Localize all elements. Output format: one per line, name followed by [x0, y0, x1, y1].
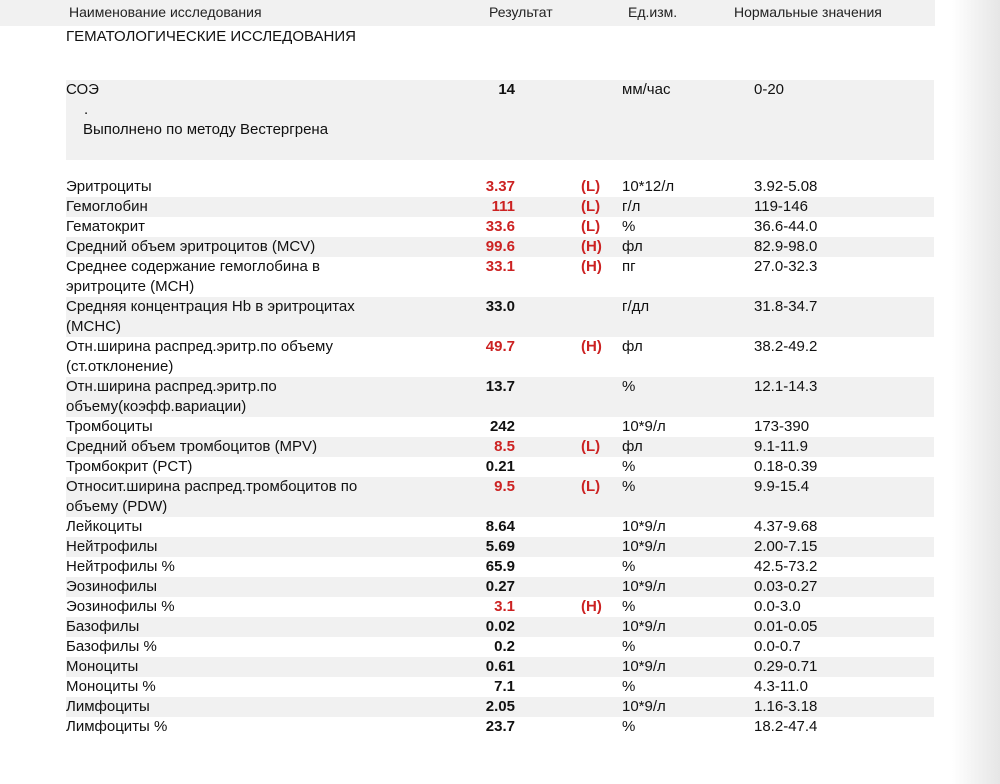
test-name: Нейтрофилы %: [66, 558, 175, 575]
test-unit: 10*9/л: [622, 538, 666, 555]
test-value: 111: [491, 198, 515, 215]
test-norm: 1.16-3.18: [754, 698, 818, 715]
test-norm: 42.5-73.2: [754, 558, 818, 575]
test-value: 0.2: [494, 638, 515, 655]
test-name: Средний объем эритроцитов (MCV): [66, 238, 316, 255]
test-norm: 38.2-49.2: [754, 338, 818, 355]
test-unit: %: [622, 458, 636, 475]
test-norm: 4.37-9.68: [754, 518, 818, 535]
abnormal-flag: (L): [581, 438, 601, 455]
test-unit: %: [622, 678, 636, 695]
test-name: Нейтрофилы: [66, 538, 158, 555]
test-unit: 10*9/л: [622, 618, 666, 635]
test-value: 9.5: [494, 478, 515, 495]
test-value: 13.7: [485, 378, 515, 395]
abnormal-flag: (L): [581, 178, 601, 195]
test-name: Эозинофилы: [66, 578, 158, 595]
test-name: Эритроциты: [66, 178, 152, 195]
test-name: Лимфоциты %: [66, 718, 168, 735]
test-name: Моноциты: [66, 658, 139, 675]
test-unit: 10*12/л: [622, 178, 675, 195]
test-value: 23.7: [485, 718, 515, 735]
abnormal-flag: (H): [581, 338, 602, 355]
test-norm: 82.9-98.0: [754, 238, 818, 255]
test-norm: 119-146: [754, 198, 808, 215]
test-unit: 10*9/л: [622, 518, 666, 535]
test-norm: 9.1-11.9: [754, 438, 808, 455]
abnormal-flag: (H): [581, 258, 602, 275]
test-name: Относит.ширина распред.тромбоцитов по: [66, 478, 358, 495]
test-name-cont: объему (PDW): [66, 498, 168, 515]
test-value: 33.6: [485, 218, 515, 235]
test-value: 0.21: [485, 458, 515, 475]
test-norm: 36.6-44.0: [754, 218, 818, 235]
test-value: 0.02: [485, 618, 515, 635]
test-name: Гематокрит: [66, 218, 145, 235]
test-name: Базофилы %: [66, 638, 157, 655]
test-norm: 0.0-3.0: [754, 598, 801, 615]
test-unit: %: [622, 478, 636, 495]
test-value: 99.6: [485, 238, 515, 255]
test-value: 7.1: [494, 678, 515, 695]
test-norm: 0.29-0.71: [754, 658, 818, 675]
test-value: 242: [489, 418, 515, 435]
test-unit: фл: [622, 238, 643, 255]
test-unit: фл: [622, 438, 643, 455]
test-unit: %: [622, 718, 636, 735]
abnormal-flag: (L): [581, 198, 601, 215]
test-unit: %: [622, 558, 636, 575]
test-name-cont: эритроците (MCH): [66, 278, 195, 295]
test-norm: 0.0-0.7: [754, 638, 801, 655]
test-name-cont: (ст.отклонение): [66, 358, 174, 375]
test-name: Отн.ширина распред.эритр.по: [66, 378, 277, 395]
test-name: Гемоглобин: [66, 198, 148, 215]
test-value: 49.7: [485, 338, 515, 355]
test-unit: г/дл: [622, 298, 650, 315]
soe-value: 14: [498, 81, 515, 98]
test-name: Отн.ширина распред.эритр.по объему: [66, 338, 334, 355]
test-norm: 0.01-0.05: [754, 618, 818, 635]
test-value: 65.9: [485, 558, 515, 575]
header-norm: Нормальные значения: [734, 4, 882, 20]
test-unit: фл: [622, 338, 643, 355]
test-value: 33.0: [485, 298, 515, 315]
test-value: 2.05: [485, 698, 515, 715]
abnormal-flag: (H): [581, 238, 602, 255]
test-unit: %: [622, 378, 636, 395]
test-norm: 27.0-32.3: [754, 258, 818, 275]
table-header: [0, 0, 935, 26]
test-norm: 12.1-14.3: [754, 378, 818, 395]
soe-dot: .: [84, 101, 89, 118]
abnormal-flag: (H): [581, 598, 602, 615]
test-unit: %: [622, 638, 636, 655]
test-name: Средняя концентрация Hb в эритроцитах: [66, 298, 355, 315]
abnormal-flag: (L): [581, 478, 601, 495]
test-norm: 9.9-15.4: [754, 478, 810, 495]
test-name: Базофилы: [66, 618, 140, 635]
test-norm: 173-390: [754, 418, 810, 435]
test-norm: 18.2-47.4: [754, 718, 818, 735]
test-name: Лимфоциты: [66, 698, 150, 715]
header-name: Наименование исследования: [69, 4, 262, 20]
test-value: 0.61: [485, 658, 515, 675]
soe-unit: мм/час: [622, 81, 671, 98]
test-unit: %: [622, 598, 636, 615]
test-unit: 10*9/л: [622, 578, 666, 595]
test-unit: %: [622, 218, 636, 235]
test-unit: г/л: [622, 198, 641, 215]
soe-method-note: Выполнено по методу Вестергрена: [83, 121, 329, 138]
test-name: Лейкоциты: [66, 518, 143, 535]
test-value: 8.5: [494, 438, 515, 455]
header-result: Результат: [489, 4, 553, 20]
soe-name: СОЭ: [66, 81, 99, 98]
test-name-cont: (MCHC): [66, 318, 121, 335]
test-name: Тромбокрит (PCT): [66, 458, 193, 475]
test-name: Средний объем тромбоцитов (MPV): [66, 438, 318, 455]
test-name: Среднее содержание гемоглобина в: [66, 258, 321, 275]
test-unit: 10*9/л: [622, 418, 666, 435]
test-norm: 2.00-7.15: [754, 538, 818, 555]
test-unit: пг: [622, 258, 636, 275]
test-value: 3.37: [485, 178, 515, 195]
test-name: Тромбоциты: [66, 418, 153, 435]
test-name-cont: объему(коэфф.вариации): [66, 398, 247, 415]
test-name: Моноциты %: [66, 678, 156, 695]
header-unit: Ед.изм.: [628, 4, 678, 20]
test-value: 5.69: [485, 538, 515, 555]
test-norm: 3.92-5.08: [754, 178, 818, 195]
test-unit: 10*9/л: [622, 698, 666, 715]
test-name: Эозинофилы %: [66, 598, 175, 615]
test-value: 0.27: [485, 578, 515, 595]
section-title: ГЕМАТОЛОГИЧЕСКИЕ ИССЛЕДОВАНИЯ: [66, 28, 356, 45]
abnormal-flag: (L): [581, 218, 601, 235]
test-value: 8.64: [485, 518, 515, 535]
test-unit: 10*9/л: [622, 658, 666, 675]
test-value: 3.1: [494, 598, 515, 615]
test-value: 33.1: [485, 258, 515, 275]
page-edge-shadow: [952, 0, 1000, 784]
test-norm: 4.3-11.0: [754, 678, 808, 695]
test-norm: 0.03-0.27: [754, 578, 818, 595]
soe-norm: 0-20: [754, 81, 785, 98]
test-norm: 31.8-34.7: [754, 298, 818, 315]
test-norm: 0.18-0.39: [754, 458, 818, 475]
